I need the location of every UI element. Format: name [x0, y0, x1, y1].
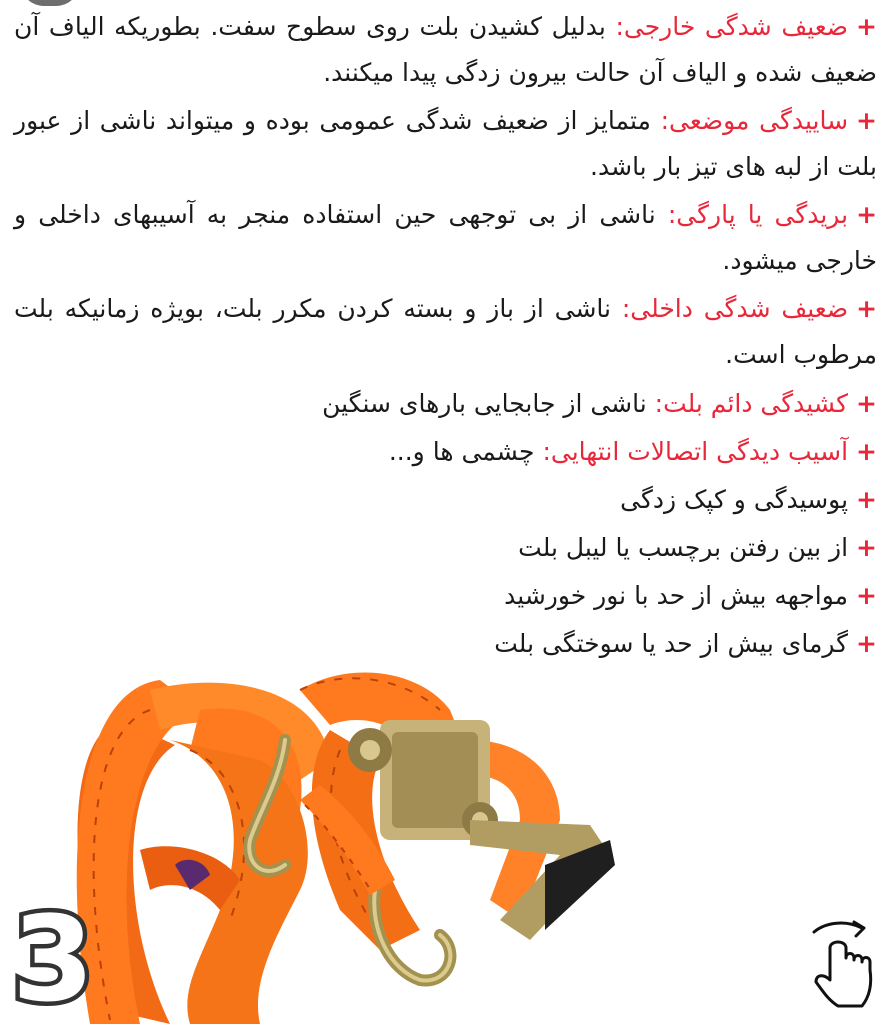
bullet-plus: + — [856, 533, 877, 562]
item-desc: پوسیدگی و کپک زدگی — [620, 485, 849, 514]
item-desc: ناشی از باز و بسته کردن مکرر بلت، بویژه زمانیکه بلت مرطوب است. — [14, 294, 877, 369]
item-desc: از بین رفتن برچسب یا لیبل بلت — [518, 533, 849, 562]
item-term: ساییدگی موضعی: — [660, 106, 849, 135]
list-item — [14, 524, 877, 572]
item-term: بریدگی یا پارگی: — [667, 200, 849, 229]
item-term: ضعیف شدگی داخلی: — [621, 294, 849, 323]
bullet-plus: + — [856, 437, 877, 466]
list-item — [14, 380, 877, 428]
item-term: آسیب دیدگی اتصالات انتهایی: — [542, 437, 849, 466]
item-desc: ناشی از بی توجهی حین استفاده منجر به آسیبهای داخلی و خارجی میشود. — [14, 200, 877, 275]
ratchet-strap-photo — [0, 650, 700, 1028]
damage-list — [14, 4, 877, 668]
bullet-plus: + — [856, 389, 877, 418]
item-desc: ناشی از جابجایی بارهای سنگین — [322, 389, 655, 418]
item-desc: گرمای بیش از حد یا سوختگی بلت — [494, 629, 849, 658]
item-desc: چشمی ها و... — [388, 437, 543, 466]
item-term: کشیدگی دائم بلت: — [654, 389, 849, 418]
item-desc: مواجهه بیش از حد با نور خورشید — [504, 581, 849, 610]
item-desc: متمایز از ضعیف شدگی عمومی بوده و میتواند ناشی از عبور بلت از لبه های تیز بار باشد. — [14, 106, 877, 181]
bullet-plus: + — [856, 294, 878, 323]
list-item — [14, 428, 877, 476]
item-term: ضعیف شدگی خارجی: — [615, 12, 849, 41]
list-item — [14, 4, 877, 96]
bullet-plus: + — [856, 200, 878, 229]
hand-swipe-icon[interactable] — [806, 918, 878, 1010]
page-number: 3 — [12, 890, 95, 1028]
bullet-plus: + — [856, 106, 877, 135]
list-item — [14, 98, 877, 190]
list-item — [14, 476, 877, 524]
list-item — [14, 286, 877, 378]
list-item — [14, 572, 877, 620]
bullet-plus: + — [856, 629, 877, 658]
bullet-plus: + — [856, 12, 877, 41]
bullet-plus: + — [856, 485, 877, 514]
list-item — [14, 192, 877, 284]
item-desc: بدلیل کشیدن بلت روی سطوح سفت. بطوریکه الیاف آن ضعیف شده و الیاف آن حالت بیرون زدگی پیدا میکنند. — [14, 12, 877, 87]
bullet-plus: + — [856, 581, 877, 610]
